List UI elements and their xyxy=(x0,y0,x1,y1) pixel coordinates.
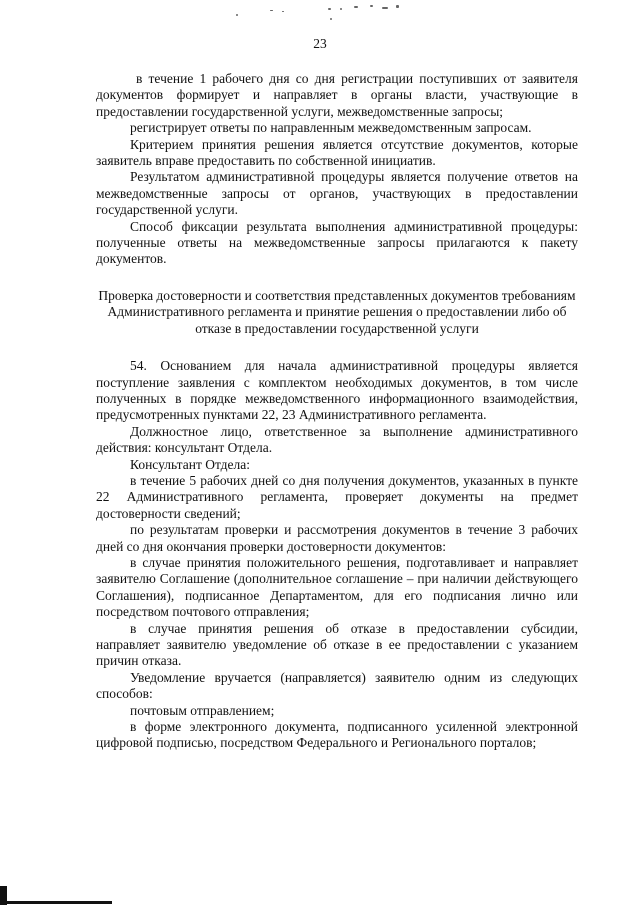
scan-artifacts xyxy=(230,2,430,24)
paragraph: в случае принятия положительного решения, подготавливает и направляет заявителю Соглашение (дополнительное соглашение – при наличии действующего Соглашения), подписанное Департаментом, для его подписания лично или посредством почтового отправления; xyxy=(96,554,578,620)
scan-edge-mark xyxy=(0,884,120,905)
paragraph: Уведомление вручается (направляется) заявителю одним из следующих способов: xyxy=(96,669,578,702)
paragraph: в течение 1 рабочего дня со дня регистрации поступивших от заявителя документов формирует и направляет в органы власти, участвующие в предоставлении государственной услуги, межведомственные запросы; xyxy=(96,71,578,119)
paragraph: в течение 5 рабочих дней со дня получения документов, указанных в пункте 22 Административного регламента, проверяет документы на предмет достоверности сведений; xyxy=(96,472,578,521)
section-heading: Проверка достоверности и соответствия представленных документов требованиям Административного регламента и принятие решения о предоставлении либо об отказе в предоставлении государственной услуги xyxy=(98,287,576,336)
paragraph: Критерием принятия решения является отсутствие документов, которые заявитель вправе предоставить по собственной инициатив. xyxy=(96,136,578,169)
page-number: 23 xyxy=(313,36,327,51)
paragraph: регистрирует ответы по направленным межведомственным запросам. xyxy=(130,120,532,136)
paragraph: Способ фиксации результата выполнения административной процедуры: полученные ответы на межведомственные запросы прилагаются к пакету документов. xyxy=(96,218,578,267)
paragraph: Должностное лицо, ответственное за выполнение административного действия: консультант Отдела. xyxy=(96,423,578,456)
paragraph: 54. Основанием для начала административной процедуры является поступление заявления с комплектом необходимых документов, в том числе полученных в порядке межведомственного информационного взаимодействия, предусмотренных пунктами 22, 23 Административного регламента. xyxy=(96,358,578,423)
document-body xyxy=(96,71,578,752)
paragraph: по результатам проверки и рассмотрения документов в течение 3 рабочих дней со дня окончания проверки достоверности документов: xyxy=(96,522,578,554)
paragraph: Результатом административной процедуры является получение ответов на межведомственные запросы от органов, участвующих в предоставлении государственной услуги. xyxy=(96,169,578,218)
paragraph: в случае принятия решения об отказе в предоставлении субсидии, направляет заявителю уведомление об отказе в ее предоставлении с указанием причин отказа. xyxy=(96,620,578,669)
paragraph: в форме электронного документа, подписанного усиленной электронной цифровой подписью, посредством Федерального и Регионального порталов; xyxy=(96,719,578,751)
paragraph: Консультант Отдела: xyxy=(130,456,251,472)
paragraph: почтовым отправлением; xyxy=(130,702,275,718)
